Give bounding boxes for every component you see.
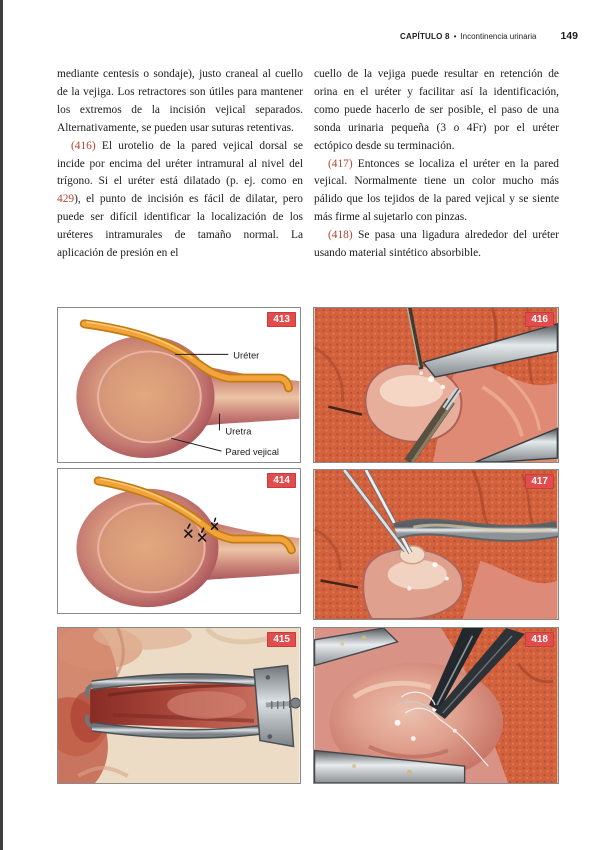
paragraph: cuello de la vejiga puede resultar en retención de orina en el uréter y facilitar así la identificación, como puede hacerlo de ser posible, el paso de una sonda urinaria pequeña (3 o 4Fr) por el uréter ectópico desde su terminación. (314, 68, 559, 152)
chapter-label: CAPÍTULO 8 (400, 32, 450, 41)
bladder-body (76, 489, 218, 607)
paragraph: (417) Entonces se localiza el uréter en la pared vejical. Normalmente tiene un color mucho más pálido que los tejidos de la pared vejical y se siente más firme al sujetarlo con pinzas. (314, 157, 559, 224)
surgical-photo (314, 470, 558, 619)
figure-418-surgical-photo-ligature (313, 627, 559, 784)
page-header (0, 30, 578, 42)
bladder-ureter-diagram (58, 308, 300, 462)
paragraph: mediante centesis o sondaje), justo craneal al cuello de la vejiga. Los retractores son útiles para mantener los extremos de la incisión vejical separados. Alternativamente, se pueden usar suturas retentivas. (57, 68, 303, 134)
figure-413-bladder-diagram (57, 307, 301, 463)
paragraph: (418) Se pasa una ligadura alrededor del uréter usando material sintético absorbible. (314, 229, 559, 260)
header-bullet: • (453, 32, 457, 41)
figure-414-bladder-diagram-sutures (57, 468, 301, 614)
figure-number-badge: 414 (267, 473, 296, 488)
paragraph: (416) El urotelio de la pared vejical dorsal se incide por encima del uréter intramural al nivel del trígono. Si el uréter está dilatado (p. ej. como en 429), el punto de incisión es fácil de dilatar, pero puede ser difícil identificar la localización de los uréteres intramurales de tamaño normal. La aplicación de presión en el (57, 139, 303, 260)
figure-number-badge: 415 (267, 632, 296, 647)
figure-415-surgical-photo-retractor (57, 627, 301, 784)
surgical-photo (314, 308, 558, 462)
figure-417-surgical-photo-forceps (313, 469, 559, 620)
bladder-suture-diagram (58, 469, 300, 613)
svg-text:Uretra: Uretra (225, 426, 252, 437)
figure-416-surgical-photo-incision (313, 307, 559, 463)
figure-number-badge: 413 (267, 312, 296, 327)
figure-number-badge: 417 (525, 474, 554, 489)
surgical-photo (58, 628, 300, 783)
figure-number-badge: 416 (525, 312, 554, 327)
section-title: Incontinencia urinaria (460, 32, 537, 41)
surgical-photo (314, 628, 558, 783)
svg-text:Uréter: Uréter (233, 350, 260, 361)
page-scan-edge (0, 0, 3, 850)
page-number: 149 (560, 30, 578, 42)
text-column-left (57, 66, 303, 263)
figure-number-badge: 418 (525, 632, 554, 647)
svg-text:Pared vejical: Pared vejical (225, 447, 279, 458)
text-column-right (314, 66, 559, 263)
retractor-ribbon (396, 525, 558, 533)
